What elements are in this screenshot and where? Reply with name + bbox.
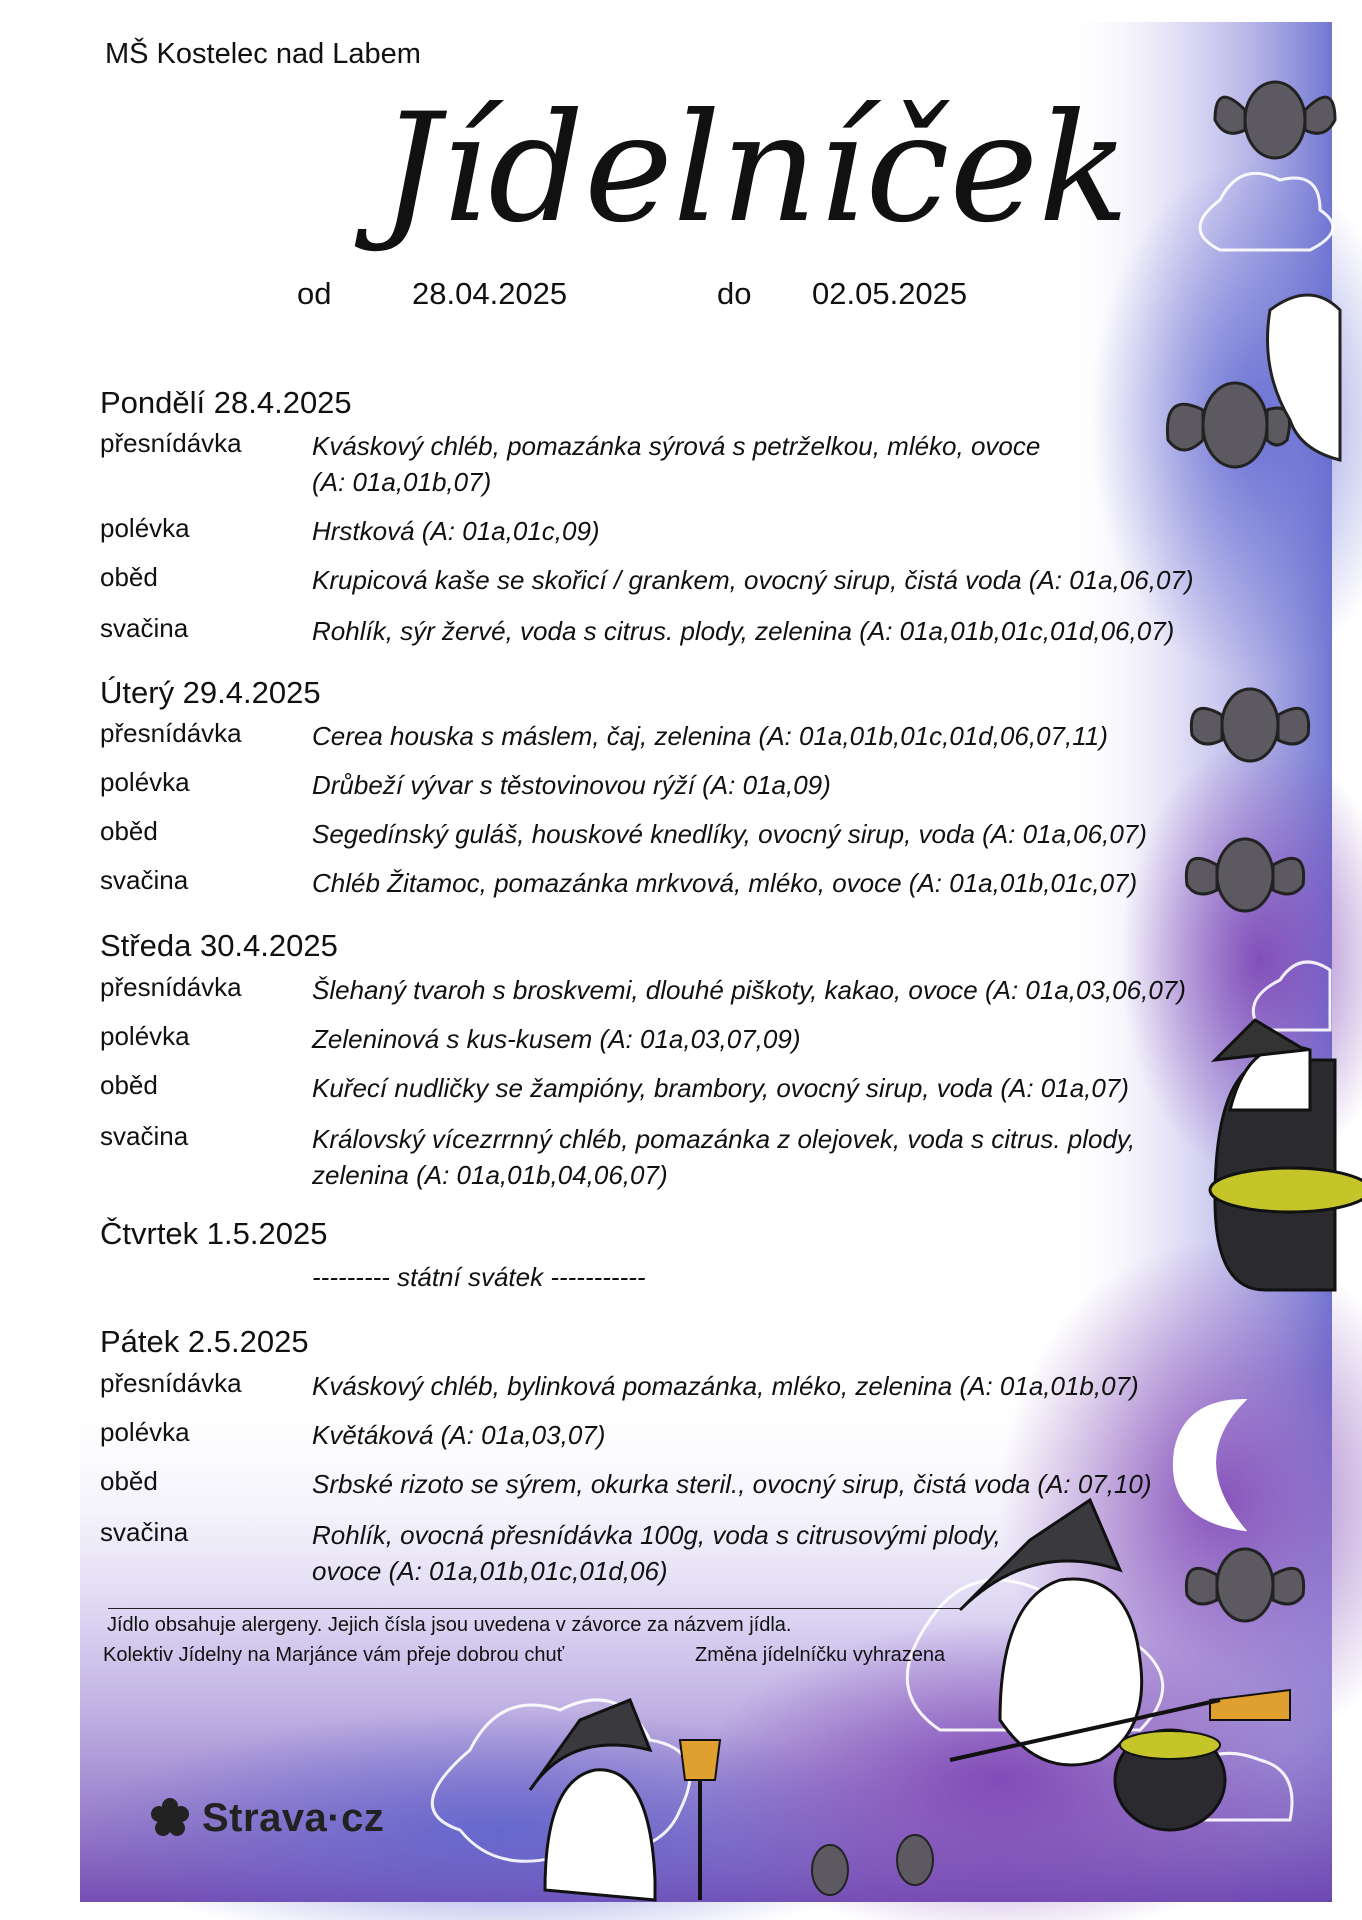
holiday-note: --------- státní svátek ----------- <box>312 1262 646 1292</box>
wish-note: Kolektiv Jídelny na Marjánce vám přeje dobrou chuť <box>103 1644 565 1666</box>
divider <box>108 1608 960 1609</box>
meal-desc: Rohlík, ovocná přesnídávka 100g, voda s citrusovými plody, ovoce (A: 01a,01b,01c,01d,06) <box>312 1520 1001 1586</box>
meal-label: přesnídávka <box>100 1368 242 1398</box>
meal-desc: Šlehaný tvaroh s broskvemi, dlouhé piškoty, kakao, ovoce (A: 01a,03,06,07) <box>312 975 1186 1005</box>
meal-desc: Hrstková (A: 01a,01c,09) <box>312 516 600 546</box>
to-label: do <box>717 276 752 311</box>
meal-label: polévka <box>100 1021 190 1051</box>
day-title: Čtvrtek 1.5.2025 <box>100 1216 328 1251</box>
day-title: Pondělí 28.4.2025 <box>100 385 352 420</box>
meal-row <box>100 1121 1260 1190</box>
meal-label: svačina <box>100 865 189 895</box>
meal-desc: Kváskový chléb, bylinková pomazánka, mléko, zelenina (A: 01a,01b,07) <box>312 1371 1139 1401</box>
meal-desc: Krupicová kaše se skořicí / grankem, ovocný sirup, čistá voda (A: 01a,06,07) <box>312 565 1194 595</box>
meal-row <box>100 865 1260 925</box>
meal-label: polévka <box>100 1417 190 1447</box>
day-title: Středa 30.4.2025 <box>100 928 338 963</box>
meal-desc: Rohlík, sýr žervé, voda s citrus. plody, zelenina (A: 01a,01b,01c,01d,06,07) <box>312 616 1175 646</box>
meal-label: přesnídávka <box>100 718 242 748</box>
school-name: MŠ Kostelec nad Labem <box>105 38 421 70</box>
meal-label: polévka <box>100 767 190 797</box>
meal-desc: Cerea houska s máslem, čaj, zelenina (A: 01a,01b,01c,01d,06,07,11) <box>312 721 1108 751</box>
day-title: Pátek 2.5.2025 <box>100 1324 309 1359</box>
meal-desc: Segedínský guláš, houskové knedlíky, ovocný sirup, voda (A: 01a,06,07) <box>312 819 1147 849</box>
day-title: Úterý 29.4.2025 <box>100 675 321 710</box>
title-text: Jídelníček <box>380 82 1130 256</box>
meal-desc: Královský vícezrrnný chléb, pomazánka z olejovek, voda s citrus. plody, zelenina (A: 01a,01b,04,06,07) <box>312 1124 1136 1190</box>
logo-text: Strava·cz <box>202 1795 385 1840</box>
allergen-note: Jídlo obsahuje alergeny. Jejich čísla jsou uvedena v závorce za názvem jídla. <box>107 1614 792 1636</box>
from-date: 28.04.2025 <box>412 276 568 311</box>
meal-label: oběd <box>100 562 158 592</box>
meal-label: přesnídávka <box>100 428 242 458</box>
meal-row <box>100 1517 1260 1586</box>
meal-label: svačina <box>100 1517 189 1547</box>
meal-desc: Chléb Žitamoc, pomazánka mrkvová, mléko, ovoce (A: 01a,01b,01c,07) <box>312 868 1138 898</box>
to-date: 02.05.2025 <box>812 276 968 311</box>
strava-logo <box>148 1793 384 1843</box>
meal-desc: Drůbeží vývar s těstovinovou rýží (A: 01a,09) <box>312 770 831 800</box>
meal-label: svačina <box>100 613 189 643</box>
meal-desc: Zeleninová s kus-kusem (A: 01a,03,07,09) <box>312 1024 801 1054</box>
meal-desc: Kuřecí nudličky se žampióny, brambory, ovocný sirup, voda (A: 01a,07) <box>312 1073 1129 1103</box>
meal-label: přesnídávka <box>100 972 242 1002</box>
meal-desc: Kváskový chléb, pomazánka sýrová s petrželkou, mléko, ovoce (A: 01a,01b,07) <box>312 431 1041 497</box>
meal-label: polévka <box>100 513 190 543</box>
meal-desc: Květáková (A: 01a,03,07) <box>312 1420 606 1450</box>
from-label: od <box>297 276 332 311</box>
meal-label: oběd <box>100 1466 158 1496</box>
meal-label: oběd <box>100 816 158 846</box>
meal-label: oběd <box>100 1070 158 1100</box>
meal-desc: Srbské rizoto se sýrem, okurka steril., ovocný sirup, čistá voda (A: 07,10) <box>312 1469 1152 1499</box>
meal-label: svačina <box>100 1121 189 1151</box>
change-note: Změna jídelníčku vyhrazena <box>695 1644 946 1666</box>
meal-row <box>100 428 1260 497</box>
flower-icon <box>148 1796 192 1840</box>
meal-row <box>100 613 1260 673</box>
